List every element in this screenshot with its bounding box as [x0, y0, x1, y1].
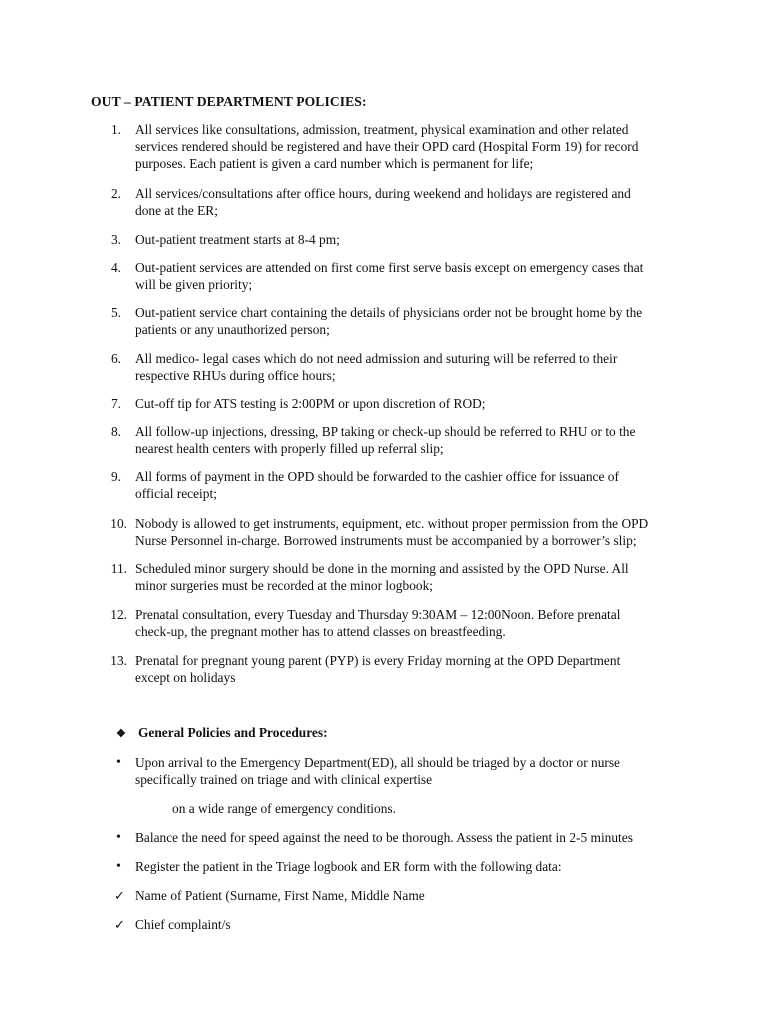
policy-text: Nurse Personnel in-charge. Borrowed instruments must be accompanied by a borrower’s slip; [135, 533, 637, 548]
section-title: General Policies and Procedures: [138, 725, 328, 740]
policy-number: 8. [110, 424, 121, 439]
diamond-bullet-icon: ❖ [116, 728, 126, 740]
policy-text: services rendered should be registered and have their OPD card (Hospital Form 19) for record [135, 139, 639, 154]
checkmark-icon: ✓ [114, 917, 125, 932]
policy-number: 10. [110, 516, 127, 531]
policy-number: 11. [110, 561, 127, 576]
policy-number: 4. [110, 260, 121, 275]
policy-text: will be given priority; [135, 277, 253, 292]
bullet-dot-icon: • [116, 755, 121, 770]
policy-number: 9. [110, 469, 121, 484]
checkmark-icon: ✓ [114, 888, 125, 903]
policy-text: except on holidays [135, 670, 236, 685]
policy-text: check-up, the pregnant mother has to attend classes on breastfeeding. [135, 624, 506, 639]
policy-text: All follow-up injections, dressing, BP taking or check-up should be referred to RHU or to the [135, 424, 636, 439]
bullet-dot-icon: • [116, 859, 121, 874]
policy-text: done at the ER; [135, 203, 218, 218]
policy-text: Scheduled minor surgery should be done in the morning and assisted by the OPD Nurse. All [135, 561, 629, 576]
policy-number: 12. [110, 607, 127, 622]
policy-number: 1. [110, 122, 121, 137]
policy-text: All medico- legal cases which do not need admission and suturing will be referred to their [135, 351, 618, 366]
checklist-text: Chief complaint/s [135, 917, 231, 932]
policy-text: official receipt; [135, 486, 217, 501]
policy-number: 2. [110, 186, 121, 201]
bullet-continuation: on a wide range of emergency conditions. [172, 801, 396, 816]
bullet-text: Register the patient in the Triage logbook and ER form with the following data: [135, 859, 562, 874]
policy-text: minor surgeries must be recorded at the minor logbook; [135, 578, 434, 593]
checklist-text: Name of Patient (Surname, First Name, Middle Name [135, 888, 425, 903]
bullet-dot-icon: • [116, 830, 121, 845]
policy-number: 3. [110, 232, 121, 247]
bullet-text: specifically trained on triage and with clinical expertise [135, 772, 433, 787]
policy-number: 13. [110, 653, 127, 668]
policy-text: purposes. Each patient is given a card number which is permanent for life; [135, 156, 534, 171]
policy-text: patients or any unauthorized person; [135, 322, 330, 337]
policy-number: 5. [110, 305, 121, 320]
policy-text: Prenatal for pregnant young parent (PYP) is every Friday morning at the OPD Department [135, 653, 621, 668]
policy-text: Out-patient services are attended on first come first serve basis except on emergency cases that [135, 260, 644, 275]
policy-text: All services like consultations, admission, treatment, physical examination and other related [135, 122, 629, 137]
page-title: OUT – PATIENT DEPARTMENT POLICIES: [91, 94, 367, 109]
policy-text: Nobody is allowed to get instruments, equipment, etc. without proper permission from the OPD [135, 516, 649, 531]
policy-text: Out-patient service chart containing the details of physicians order not be brought home by the [135, 305, 643, 320]
bullet-text: Upon arrival to the Emergency Department(ED), all should be triaged by a doctor or nurse [135, 755, 621, 770]
policy-text: All forms of payment in the OPD should be forwarded to the cashier office for issuance of [135, 469, 619, 484]
section-heading [116, 724, 328, 743]
policy-text: All services/consultations after office hours, during weekend and holidays are registered and [135, 186, 631, 201]
bullet-text: Balance the need for speed against the need to be thorough. Assess the patient in 2-5 minutes [135, 830, 633, 845]
policy-number: 6. [110, 351, 121, 366]
policy-text: Out-patient treatment starts at 8-4 pm; [135, 232, 340, 247]
policy-text: Prenatal consultation, every Tuesday and Thursday 9:30AM – 12:00Noon. Before prenatal [135, 607, 621, 622]
policy-number: 7. [110, 396, 121, 411]
policy-text: Cut-off tip for ATS testing is 2:00PM or upon discretion of ROD; [135, 396, 486, 411]
policy-text: nearest health centers with properly filled up referral slip; [135, 441, 444, 456]
policy-text: respective RHUs during office hours; [135, 368, 336, 383]
